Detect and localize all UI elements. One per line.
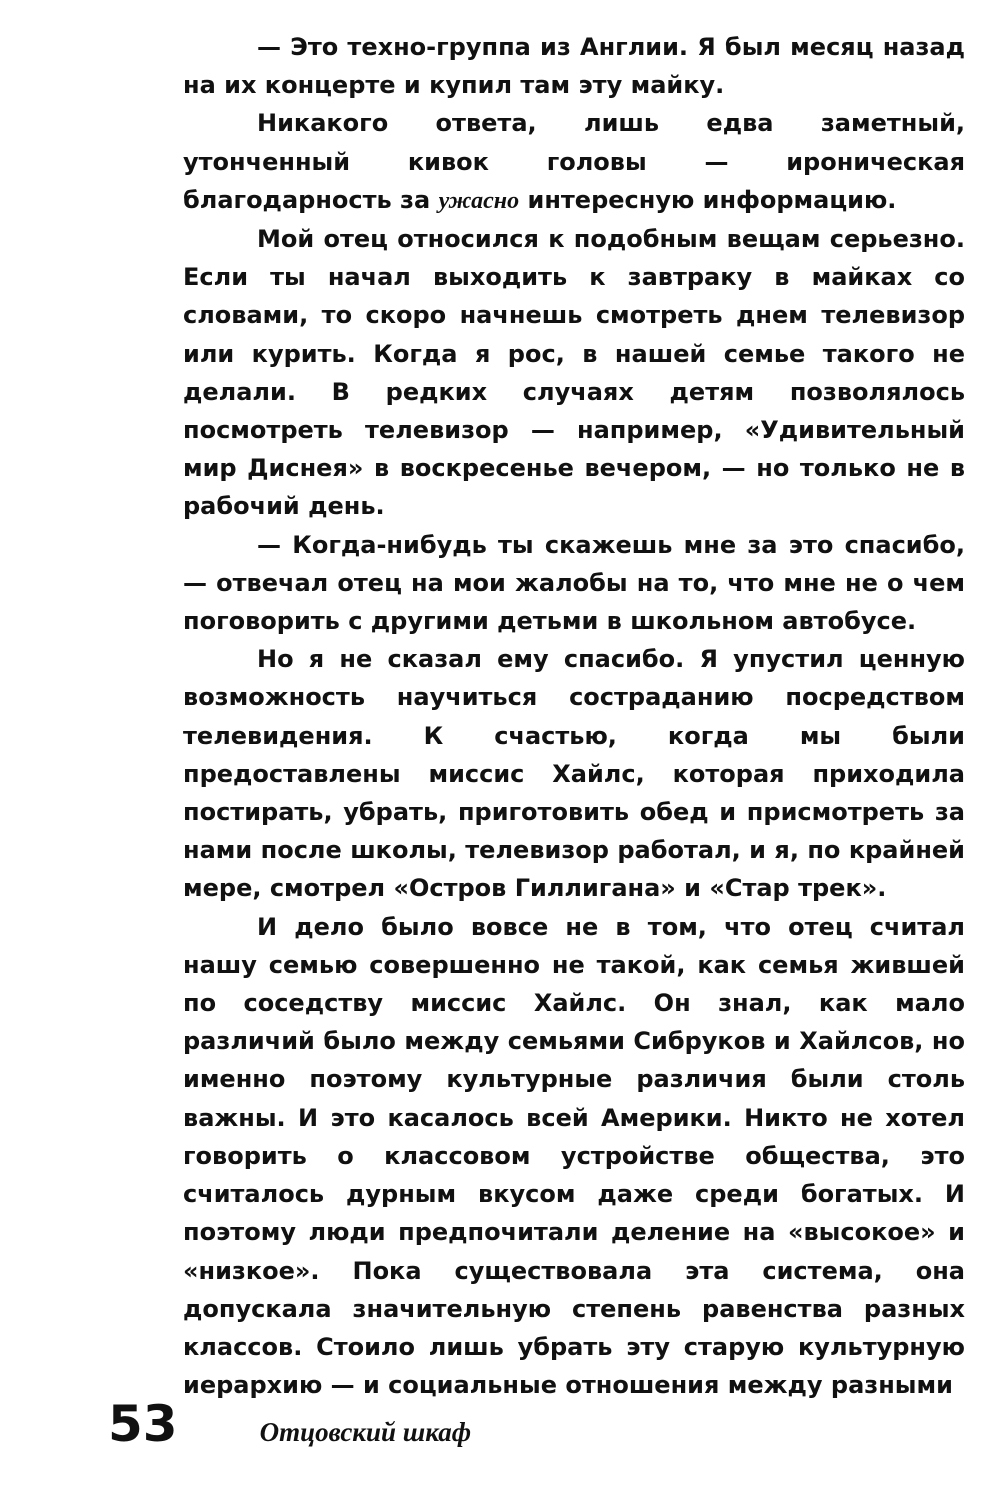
page-footer [108, 1395, 471, 1465]
paragraph-father-attitude: Мой отец относился к подобным вещам серьезно. Если ты начал выходить к завтраку в майках со словами, то скоро начнешь смотреть днем телевизор или курить. Когда я рос, в нашей семье такого не делали. В редких случаях детям позволялось посмотреть телевизор — например, «Удивительный мир Диснея» в воскресенье вечером, — но только не в рабочий день. [183, 225, 965, 521]
page-number: 53 [108, 1395, 178, 1453]
paragraph-dialogue-techno-group: — Это техно-группа из Англии. Я был месяц назад на их концерте и купил там эту майку. [183, 33, 965, 100]
paragraph-cultural-differences: И дело было вовсе не в том, что отец считал нашу семью совершенно не такой, как семья жившей по соседству миссис Хайлс. Он знал, как мало различий было между семьями Сибруков и Хайлсов, но именно поэтому культурные различия были столь важны. И это касалось всей Америки. Никто не хотел говорить о классовом устройстве общества, это считалось дурным вкусом даже среди богатых. И поэтому люди предпочитали деление на «высокое» и «низкое». Пока существовала эта система, она допускала значительную степень равенства разных классов. Стоило лишь убрать эту старую культурную иерархию — и социальные отношения между разными [183, 912, 965, 1400]
paragraph-nod [183, 104, 965, 220]
paragraph-nod-after: интересную информацию. [519, 185, 897, 214]
running-title: Отцовский шкаф [259, 1417, 472, 1447]
body-text [183, 28, 965, 1404]
paragraph-nod-before: Никакого ответа, лишь едва заметный, утонченный кивок головы — ироническая благодарность за [183, 109, 965, 214]
emphasized-word: ужасно [438, 187, 520, 214]
paragraph-dialogue-thanks: — Когда-нибудь ты скажешь мне за это спасибо, — отвечал отец на мои жалобы на то, что мне не о чем поговорить с другими детьми в школьном автобусе. [183, 530, 965, 636]
paragraph-mrs-hiles: Но я не сказал ему спасибо. Я упустил ценную возможность научиться состраданию посредством телевидения. К счастью, когда мы были предоставлены миссис Хайлс, которая приходила постирать, убрать, приготовить обед и присмотреть за нами после школы, телевизор работал, и я, по крайней мере, смотрел «Остров Гиллигана» и «Стар трек». [183, 645, 965, 903]
